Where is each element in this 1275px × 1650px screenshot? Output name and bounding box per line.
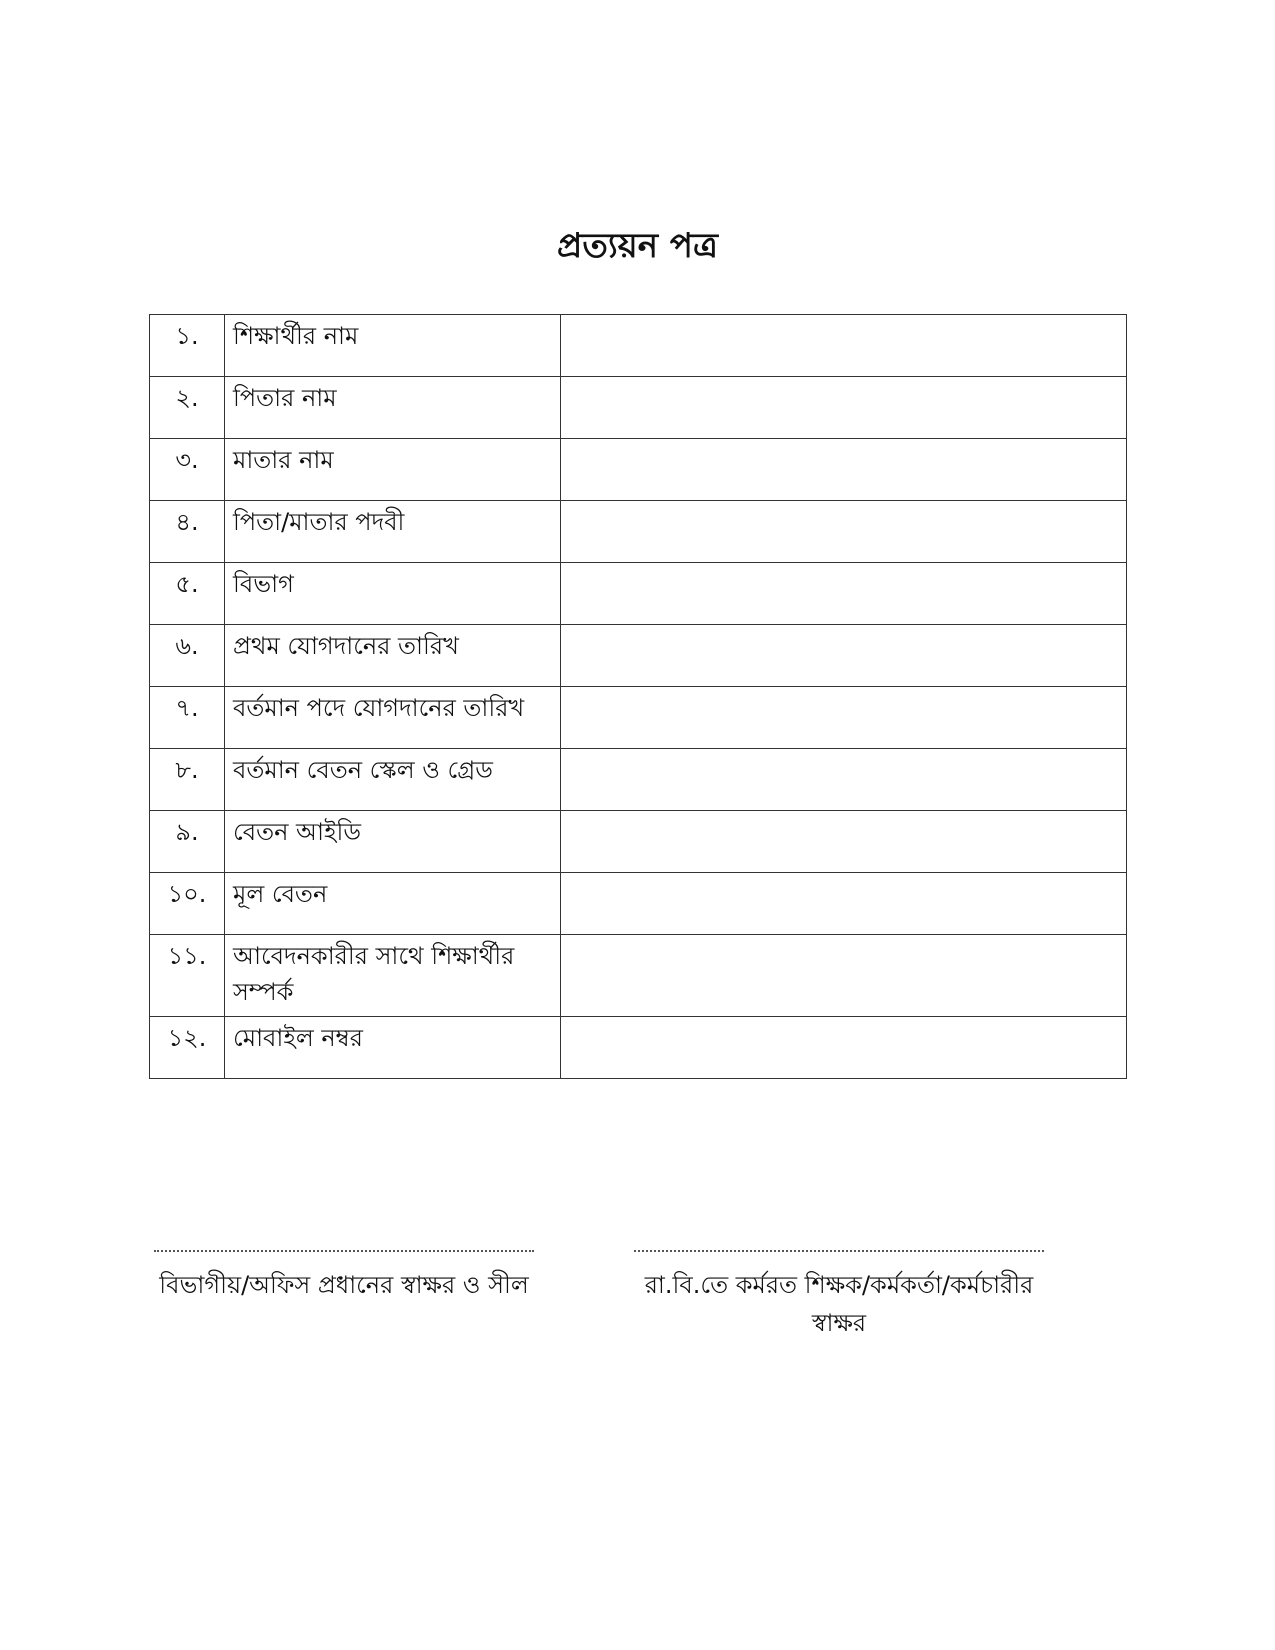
table-row	[150, 687, 1127, 749]
field-label: বিভাগ	[225, 563, 561, 625]
row-number: ৪.	[150, 501, 225, 563]
pay-scale-grade-field[interactable]	[561, 749, 1127, 811]
salary-id-field[interactable]	[561, 811, 1127, 873]
field-label: মূল বেতন	[225, 873, 561, 935]
signature-line	[154, 1250, 534, 1252]
field-label: প্রথম যোগদানের তারিখ	[225, 625, 561, 687]
row-number: ১.	[150, 315, 225, 377]
field-label: বেতন আইডি	[225, 811, 561, 873]
field-label: মোবাইল নম্বর	[225, 1017, 561, 1079]
table-row	[150, 563, 1127, 625]
department-field[interactable]	[561, 563, 1127, 625]
row-number: ৬.	[150, 625, 225, 687]
table-row	[150, 749, 1127, 811]
row-number: ১২.	[150, 1017, 225, 1079]
field-label: মাতার নাম	[225, 439, 561, 501]
field-label: বর্তমান পদে যোগদানের তারিখ	[225, 687, 561, 749]
current-post-joining-date-field[interactable]	[561, 687, 1127, 749]
parent-designation-field[interactable]	[561, 501, 1127, 563]
table-row	[150, 315, 1127, 377]
info-form-table	[149, 314, 1127, 1079]
field-label: পিতার নাম	[225, 377, 561, 439]
field-label: বর্তমান বেতন স্কেল ও গ্রেড	[225, 749, 561, 811]
employee-signature-label: রা.বি.তে কর্মরত শিক্ষক/কর্মকর্তা/কর্মচারীর স্বাক্ষর	[644, 1271, 1034, 1337]
row-number: ৮.	[150, 749, 225, 811]
student-name-field[interactable]	[561, 315, 1127, 377]
first-joining-date-field[interactable]	[561, 625, 1127, 687]
row-number: ১১.	[150, 935, 225, 1017]
field-label: শিক্ষার্থীর নাম	[225, 315, 561, 377]
row-number: ১০.	[150, 873, 225, 935]
row-number: ৯.	[150, 811, 225, 873]
office-head-signature-label: বিভাগীয়/অফিস প্রধানের স্বাক্ষর ও সীল	[159, 1271, 529, 1299]
mobile-number-field[interactable]	[561, 1017, 1127, 1079]
row-number: ২.	[150, 377, 225, 439]
table-row	[150, 439, 1127, 501]
table-row	[150, 501, 1127, 563]
basic-salary-field[interactable]	[561, 873, 1127, 935]
table-row	[150, 811, 1127, 873]
father-name-field[interactable]	[561, 377, 1127, 439]
employee-signature-block	[634, 1250, 1044, 1342]
signature-line	[634, 1250, 1044, 1252]
relationship-field[interactable]	[561, 935, 1127, 1017]
office-head-signature-block	[154, 1250, 534, 1304]
field-label: আবেদনকারীর সাথে শিক্ষার্থীর সম্পর্ক	[225, 935, 561, 1017]
table-row	[150, 625, 1127, 687]
table-row	[150, 1017, 1127, 1079]
field-label: পিতা/মাতার পদবী	[225, 501, 561, 563]
page-title: প্রত্যয়ন পত্র	[557, 226, 718, 266]
row-number: ৫.	[150, 563, 225, 625]
mother-name-field[interactable]	[561, 439, 1127, 501]
row-number: ৭.	[150, 687, 225, 749]
table-row	[150, 377, 1127, 439]
table-row	[150, 873, 1127, 935]
row-number: ৩.	[150, 439, 225, 501]
table-row	[150, 935, 1127, 1017]
